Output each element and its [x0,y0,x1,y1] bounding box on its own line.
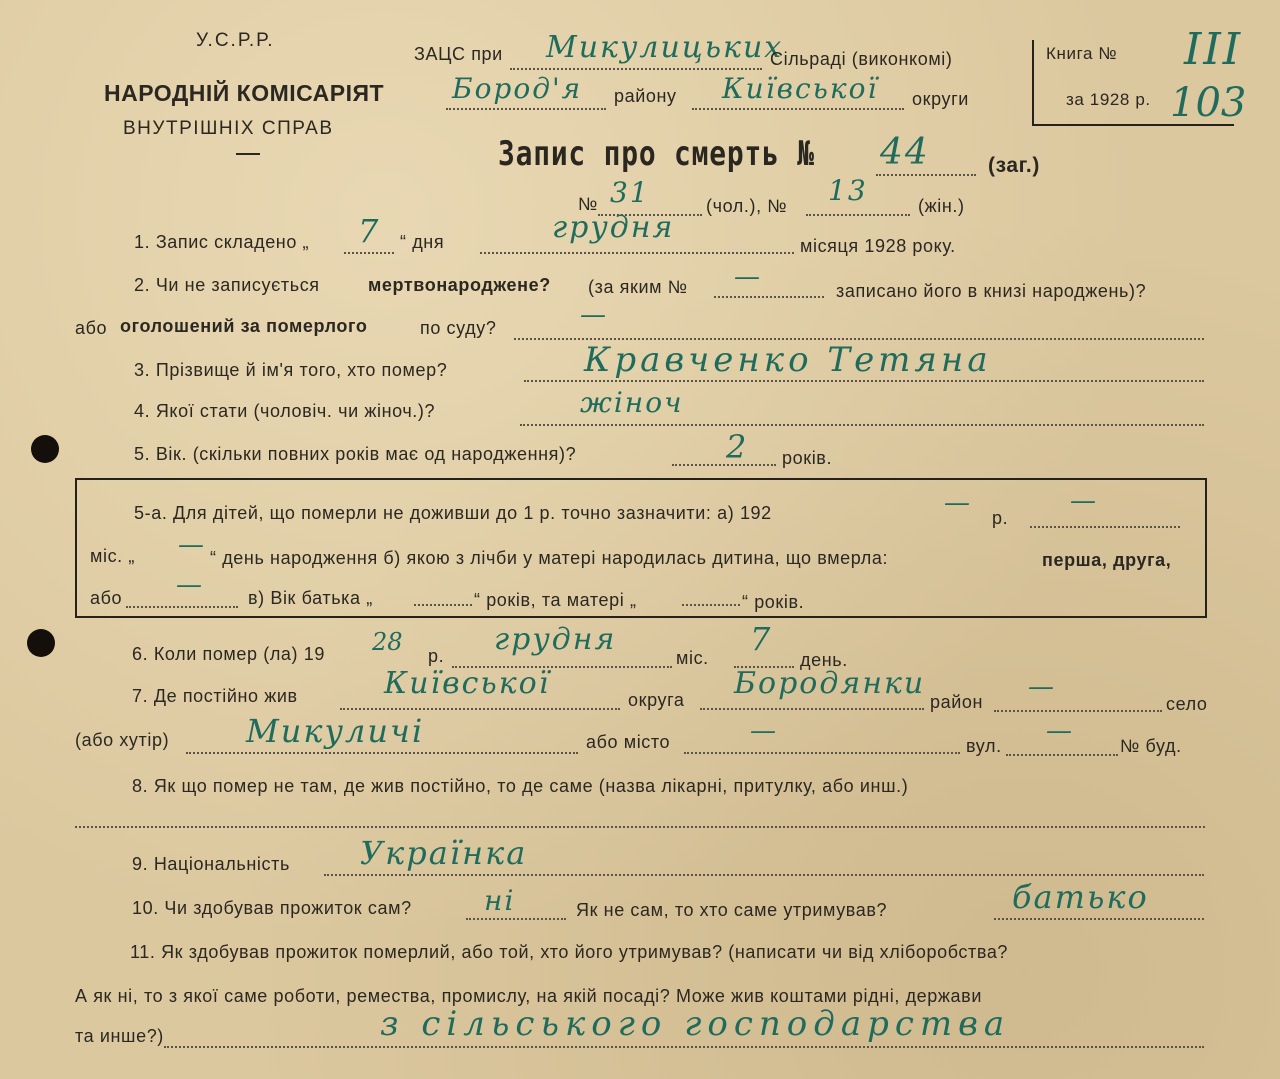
year-label: за 1928 р. [1066,90,1151,109]
q5a-line3-c: “ років, та матері „ [474,590,637,610]
q5a-line2-val: — [178,530,206,560]
q7-khutir-handwritten: Микуличі [246,712,425,750]
female-label: (жін.) [918,196,965,216]
zags-label: ЗАЦС при [414,44,503,64]
q8-label: 8. Як що помер не там, де жив постійно, то де саме (назва лікарні, притулку, або инш.) [132,776,909,796]
book-label: Книга № [1046,44,1118,63]
q2-line1-a: 2. Чи не записується [134,275,320,295]
q5a-line1-val2: — [1070,486,1098,516]
q5a-line2-c: перша, друга, [1042,550,1172,570]
zag-label: (заг.) [988,154,1040,177]
q5a-line3-a: або [90,588,123,608]
q6-den: день. [800,650,848,670]
okruha-handwritten: Київської [722,72,879,105]
q5a-line3-val: — [176,570,204,600]
q4-label: 4. Якої стати (чоловіч. чи жіноч.)? [134,401,436,421]
q2-line1-b: мертвонароджене? [368,275,551,295]
q7-raion-handwritten: Бородянки [734,666,926,701]
q11-line3: та инше?) [75,1026,164,1046]
q5-unit: років. [782,448,833,468]
q6-year-handwritten: 28 [372,628,403,656]
q5a-line2-a: міс. „ [90,546,135,566]
q7-misto-handwritten: — [750,716,778,746]
male-label: (чол.), № [706,196,788,216]
q2-line2-val: — [580,300,608,330]
header-dash [236,153,260,155]
q7-selo: село [1166,694,1208,714]
record-title: Запис про смерть № [498,134,815,174]
q2-line1-c: (за яким № [588,277,688,297]
q6-day-handwritten: 7 [750,620,773,658]
district-handwritten: Бород'я [452,72,583,105]
q7-okruha: округа [628,690,685,710]
female-number-handwritten: 13 [828,174,868,207]
book-number-handwritten: III [1184,24,1243,75]
district-label: району [614,86,677,106]
q10-value2-handwritten: батько [1012,878,1149,916]
q2-line2-c: по суду? [420,318,497,338]
male-no-prefix: № [578,194,598,214]
ussr-label: У.С.Р.Р. [196,30,275,51]
q11-line2: А як ні, то з якої саме роботи, ремества, промислу, на якій посаді? Може жив коштами рідні, держави [75,986,982,1006]
village-handwritten: Микулицьких [546,30,784,65]
q5a-line1: 5-а. Для дітей, що померли не доживши до 1 р. точно зазначити: а) 192 [134,503,772,523]
punch-hole [27,629,55,657]
q2-line1-d: записано його в книзі народжень)? [836,281,1147,301]
q7-label: 7. Де постійно жив [132,686,298,706]
q1-month-handwritten: грудня [552,210,675,245]
q9-value-handwritten: Українка [360,834,528,872]
q2-line1-val: — [734,262,762,292]
q3-label: 3. Прізвище й ім'я того, хто помер? [134,360,448,380]
q11-value-handwritten: з сільського господарства [380,1004,1011,1044]
q3-value-handwritten: Кравченко Тетяна [584,340,992,380]
q5-label: 5. Вік. (скільки повних років має од народження)? [134,444,577,464]
page-number-handwritten: 103 [1170,80,1247,126]
q6-mis: міс. [676,648,709,668]
q1-end: місяця 1928 року. [800,236,956,256]
record-number-handwritten: 44 [880,132,930,173]
q7-misto: або місто [586,732,671,752]
q5a-line2-b: “ день народження б) якою з лічби у матері народилась дитина, що вмерла: [210,548,889,568]
q5-value-handwritten: 2 [726,428,749,466]
q5a-line1-val: — [944,488,972,518]
q5a-line1-end: р. [992,508,1009,528]
internal-affairs-label: ВНУТРІШНІХ СПРАВ [123,118,334,139]
q7-okruha-handwritten: Київської [384,666,551,701]
q1-day-handwritten: 7 [358,212,381,250]
village-council-label: Сільраді (виконкомі) [770,49,953,69]
q10-label: 10. Чи здобував прожиток сам? [132,898,412,918]
q6-month-handwritten: грудня [494,622,617,657]
q7-selo-handwritten: — [1028,672,1056,702]
q9-label: 9. Національність [132,854,290,874]
q4-value-handwritten: жіноч [580,386,684,419]
okruha-label: округи [912,89,969,109]
punch-hole [31,435,59,463]
q2-line2-b: оголошений за померлого [120,316,368,336]
q2-line2-a: або [75,318,108,338]
q10-value1-handwritten: ні [484,884,516,917]
q6-label: 6. Коли помер (ла) 19 [132,644,325,664]
ministry-label: НАРОДНІЙ КОМІСАРІЯТ [104,80,385,106]
q1-label: 1. Запис складено „ [134,232,310,252]
q5a-line3-d: “ років. [742,592,805,612]
male-number-handwritten: 31 [610,176,650,209]
q10-label2: Як не сам, то хто саме утримував? [576,900,888,920]
q11-line1: 11. Як здобував прожиток померлий, або той, хто його утримував? (написати чи від хліборобства? [130,942,1009,962]
q6-r: р. [428,646,445,666]
q7-vul: вул. [966,736,1002,756]
q7-raion: район [930,692,984,712]
q1-mid: “ дня [400,232,445,252]
q7-vul-handwritten: — [1046,716,1074,746]
q7-bud: № буд. [1120,736,1182,756]
q7-khutir: (або хутір) [75,730,170,750]
q5a-line3-b: в) Вік батька „ [248,588,373,608]
